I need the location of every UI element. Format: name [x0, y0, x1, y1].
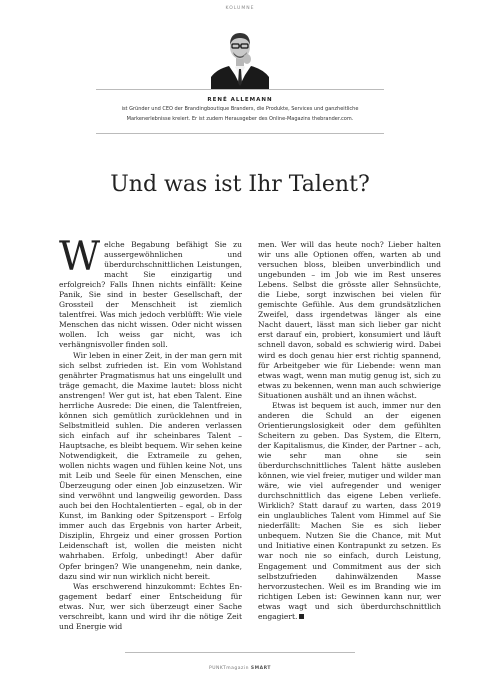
article-column-left [59, 234, 242, 632]
author-bio-line: Markenerlebnisse kreiert. Er ist zudem Herausgeber des Online-Magazins thebrander.com. [126, 115, 354, 122]
author-photo [211, 25, 269, 89]
article-paragraph-text: Etwas ist bequem ist auch, immer nur den anderen die Schuld an der eigenen Orientierungslosigkeit oder dem gefühlten Scheitern zu geben. Das System, die Eltern, der Kapitalismus, die Kinder, der Partner – ach, wie sehr man ohne sie sein überdurchschnittliches Talent hätte ausleben können, wie viel freier, mutiger und wilder man wäre, wie viel aufregender und weniger durchschnittlich das eigene Leben verliefe. Wirklich? Statt darauf zu warten, dass 2019 ein unglaubliches Talent vom Himmel auf Sie niederfällt: Machen Sie es sich lieber unbequem. Nutzen Sie die Chance, mit Mut und Initiative einen Kontrapunkt zu setzen. Es war noch nie so einfach, durch Leistung, Engagement und Commitment aus der sich selbstzufrieden dahinwälzenden Masse hervorzustechen. Weil es im Branding wie im richtigen Leben ist: Gewinnen kann nur, wer etwas wagt und sich überdurchschnittlich engagiert. [258, 400, 441, 621]
article-paragraph-text: elche Begabung befähigt Sie zu aussergewöhnlichen und überdurchschnittlichen Leistungen, macht Sie einzigartig und erfolgreich? Falls Ihnen nichts einfällt: Keine Panik, Sie sind in bester Gesellschaft, der Grossteil der Menschheit ist ziemlich talentfrei. Was mich jedoch verblüfft: Wie viele Menschen das nicht wissen. Oder nicht wissen wollen. Ich weiss gar nicht, was ich verhängnisvoller finden soll. [59, 240, 242, 350]
article-headline: Und was ist Ihr Talent? [110, 172, 370, 197]
author-bio [92, 105, 388, 124]
article-paragraph: Wir leben in einer Zeit, in der man gern mit sich selbst zufrieden ist. Ein vom Wohlstand genährter Pragmatismus hat uns eingelullt und träge gemacht, die Maxime lautet: bloss nicht anstrengen! Wer gut ist, hat eben Talent. Eine herrliche Ausrede: Die einen, die Talentfreien, können sich gemütlich zurücklehnen und in Selbstmitleid suhlen. Die anderen verlassen sich einfach auf ihr scheinbares Talent – Hauptsache, es bleibt bequem. Wir sehen keine Notwendigkeit, die Extrameile zu gehen, wollen nichts wagen und fühlen keine Not, uns mit Leib und Seele für einen Menschen, eine Überzeugung oder einen Job einzusetzen. Wir sind verwöhnt und langweilig geworden. Dass auch bei den Hochtalentierten – egal, ob in der Kunst, im Banking oder Spitzensport – Erfolg immer auch das Ergebnis von harter Arbeit, Disziplin, Ehrgeiz und einer grossen Portion Leidenschaft ist, wollen die meisten nicht wahrhaben. Erfolg, unbedingt! Aber dafür Opfer bringen? Wie unangenehm, nein danke, dazu sind wir nun wirklich nicht bereit. [59, 350, 242, 581]
bio-rule [96, 133, 384, 134]
author-name: RENÉ ALLEMANN [207, 97, 273, 103]
article-paragraph: Was erschwerend hinzukommt: Echtes Engagement bedarf einer Entscheidung für etwas. Nur, wer sich überzeugt einer Sache verschreibt, kann und wird ihr die nötige Zeit und Energie wid [59, 581, 242, 631]
article-paragraph: men. Wer will das heute noch? Lieber halten wir uns alle Optionen offen, warten ab und versuchen bloss, bleiben unverbindlich und ungebunden – im Job wie im Rest unseres Lebens. Selbst die grösste aller Sehnsüchte, die Liebe, sorgt inzwischen bei vielen für gemischte Gefühle. Aus dem grundsätzlichen Zweifel, dass irgendetwas länger als eine Nacht dauert, lässt man sich lieber gar nicht erst darauf ein, probiert, konsumiert und läuft schnell davon, sobald es schwierig wird. Dabei wird es doch genau hier erst richtig spannend, für Arbeitgeber wie für Liebende: wenn man etwas wagt, wenn man mutig genug ist, sich zu etwas zu bekennen, wenn man auch schwierige Situationen aushält und an ihnen wächst. [258, 240, 441, 400]
article-paragraph [59, 234, 242, 351]
drop-cap: W [59, 234, 101, 280]
footer-brand: PUNKTmagazin [209, 666, 249, 671]
author-portrait-image [211, 25, 269, 89]
footer-issue: SMART [250, 666, 271, 671]
author-bio-line: ist Gründer und CEO der Brandingboutique Branders, die Produkte, Services und ganzheitliche [121, 106, 359, 112]
section-label: KOLUMNE [225, 6, 255, 11]
article-paragraph [258, 401, 441, 622]
end-mark-icon [299, 614, 304, 619]
article-column-right [258, 240, 441, 622]
header-rule [96, 89, 384, 90]
footer-rule [125, 652, 355, 653]
page-footer [0, 666, 480, 671]
